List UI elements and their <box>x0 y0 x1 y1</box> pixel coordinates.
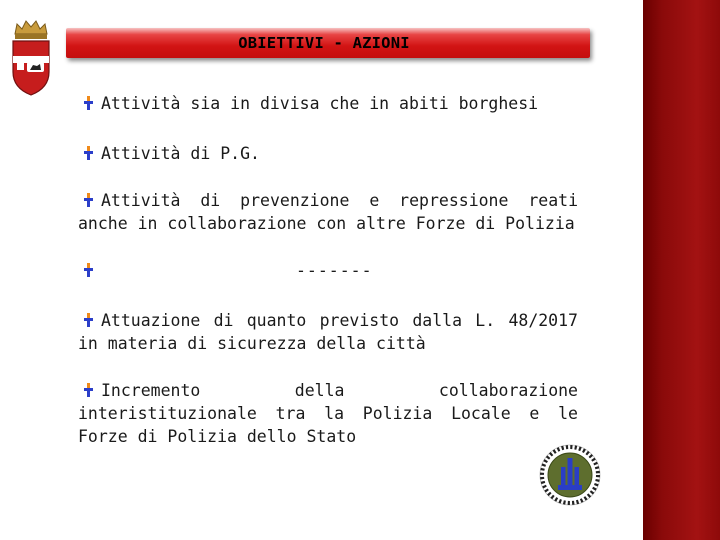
list-item-text: ------- <box>296 261 373 280</box>
list-item-text: Incremento della collaborazione interistituzionale tra la Polizia Locale e le Forze di Polizia dello Stato <box>78 381 578 446</box>
side-decoration-band <box>643 0 720 540</box>
list-item <box>78 92 578 115</box>
slide-title: OBIETTIVI - AZIONI <box>238 34 410 52</box>
list-item <box>78 379 578 448</box>
list-item-text: Attività di P.G. <box>101 144 260 163</box>
bullet-icon <box>83 313 93 327</box>
list-item <box>78 309 578 355</box>
bullet-icon <box>83 146 93 160</box>
bullet-icon <box>83 193 93 207</box>
bullet-icon <box>83 263 93 277</box>
police-emblem-icon <box>538 443 602 507</box>
list-item <box>78 259 578 282</box>
list-item <box>78 189 578 235</box>
list-item-text: Attività sia in divisa che in abiti borghesi <box>101 94 539 113</box>
list-item <box>78 142 578 165</box>
list-item-text: Attività di prevenzione e repressione reati anche in collaborazione con altre Forze di Polizia <box>78 191 578 233</box>
title-bar <box>66 28 590 58</box>
bullet-icon <box>83 96 93 110</box>
municipal-crest-icon <box>8 18 54 98</box>
list-item-text: Attuazione di quanto previsto dalla L. 48/2017 in materia di sicurezza della città <box>78 311 578 353</box>
bullet-icon <box>83 383 93 397</box>
